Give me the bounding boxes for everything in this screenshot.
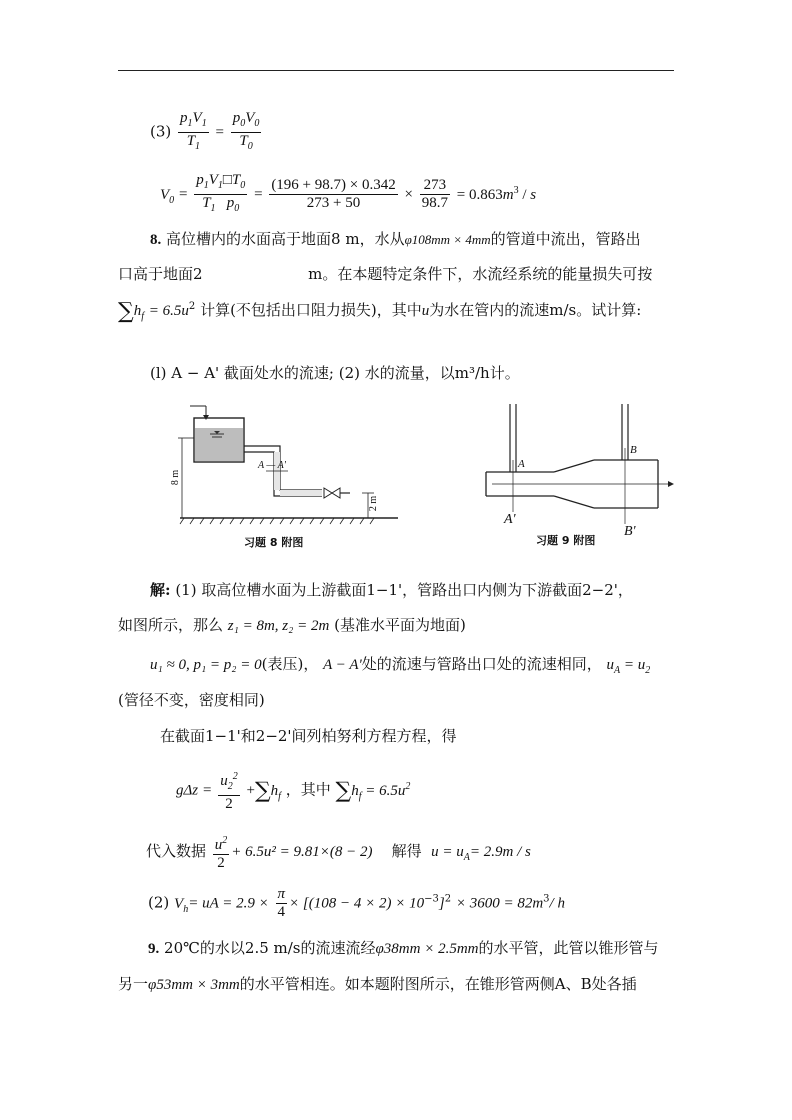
problem-8-line-1: 8. 高位槽内的水面高于地面8 m，水从φ108mm × 4mm的管道中流出，管路出 [150, 230, 641, 248]
figure-9 [472, 400, 692, 556]
figure-9-label-b: B [630, 444, 637, 456]
figure-8-label-8m: 8 m [170, 469, 182, 486]
figure-8-label-aa: A — A' [258, 460, 286, 471]
figure-8-drawing [172, 398, 408, 556]
solution-line-5: 在截面1−1'和2−2'间列柏努利方程方程，得 [160, 727, 457, 745]
header-rule [118, 70, 674, 71]
solution-line-6: gΔz = $\frac{u_2^2}{2}$ $+\sum h_f$ ，其中 $\sum h_f = 6.5u^2$ [176, 768, 410, 813]
problem-8-line-3: $\sum h_f = 6.5u^2$ 计算(不包括出口阻力损失)，其中u为水在管内的流速m/s。试计算: [118, 299, 642, 324]
problem-8-line-2: 口高于地面2 m。在本题特定条件下，水流经系统的能量损失可按 [118, 265, 653, 283]
figure-9-label-b-prime: B' [624, 524, 636, 539]
figure-9-label-a: A [518, 458, 525, 470]
solution-line-8: (2) $V_h=$ uA = 2.9 × $\frac{\pi}{4}$ × $[(108 - 4 \times 2) \times 10^{-3}]^2 \times 3600 = 82m^3/$ h [148, 886, 565, 920]
figure-8-caption: 习题 8 附图 [244, 536, 304, 549]
figure-9-caption: 习题 9 附图 [536, 534, 596, 547]
solution-line-3: u₁ ≈ 0, p₁ = p₂ = 0(表压)， A − A'处的流速与管路出口处的流速相同， $u_A = u_2$ [150, 655, 651, 676]
equation-v0: $V_0$ = $\frac{p_1V_1□T_0}{T_1 p_0}$ = $\frac{(196 + 98.7) \times 0.342}{273 + 50}$ × $\frac{273}{98.7}$ = $0.863m^3$ / s [160, 172, 537, 214]
solution-line-4: (管径不变，密度相同) [118, 691, 265, 709]
solution-line-7: 代入数据 $\frac{u^2}{2}$ + 6.5u² = 9.81×(8 − 2) 解得 $u = u_A= 2.9m / s$ [146, 832, 531, 872]
problem-9-line-1: 9. 20℃的水以2.5 m/s的流速流经φ38mm × 2.5mm的水平管，此管以锥形管与 [148, 939, 659, 957]
solution-line-2: 如图所示，那么 z₁ = 8m, z₂ = 2m (基准水平面为地面) [118, 616, 466, 634]
equation-3: (3) $\frac{p_1V_1}{T_1}$ = $\frac{p_0V_0}{T_0}$ [150, 110, 260, 152]
figure-8 [172, 398, 408, 556]
figure-9-label-a-prime: A' [504, 512, 516, 527]
problem-8-questions: (l) A − A' 截面处水的流速; (2) 水的流量，以m³/h计。 [150, 364, 520, 382]
problem-9-line-2: 另一φ53mm × 3mm的水平管相连。如本题附图所示，在锥形管两侧A、B处各插 [118, 975, 637, 993]
figure-8-label-2m: 2 m [368, 495, 380, 512]
solution-line-1: 解: (1) 取高位槽水面为上游截面1−1'，管路出口内侧为下游截面2−2'， [150, 581, 633, 599]
